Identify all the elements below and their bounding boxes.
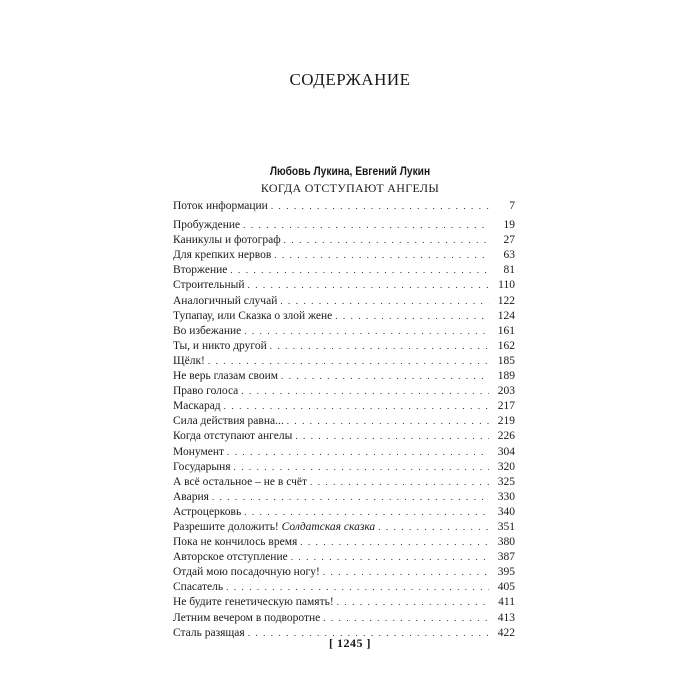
dot-leader bbox=[244, 505, 489, 520]
toc-entry bbox=[173, 535, 515, 550]
toc-entry-page: 19 bbox=[503, 219, 515, 232]
page-heading: СОДЕРЖАНИЕ bbox=[289, 70, 411, 89]
toc-entry-page: 219 bbox=[497, 415, 515, 428]
dot-leader bbox=[274, 248, 489, 263]
toc-entry-title: Не будите генетическую память! bbox=[173, 596, 334, 609]
toc-entry-title: Право голоса bbox=[173, 385, 239, 398]
toc-entry-subtitle: Солдатская сказка bbox=[281, 520, 376, 533]
toc-entry-title: Маскарад bbox=[173, 400, 221, 413]
toc-entry-page: 217 bbox=[497, 400, 515, 413]
dot-leader bbox=[244, 324, 489, 339]
toc-entry-page: 226 bbox=[497, 430, 515, 443]
toc-entry-page: 27 bbox=[503, 234, 515, 247]
toc-entry-page: 422 bbox=[497, 626, 515, 639]
toc-entry-page: 320 bbox=[497, 460, 515, 473]
dot-leader bbox=[280, 294, 489, 309]
toc-entry-title: Отдай мою посадочную ногу! bbox=[173, 566, 320, 579]
toc-entry bbox=[173, 369, 515, 384]
toc-entry-title: Каникулы и фотограф bbox=[173, 234, 281, 247]
toc-entry-page: 405 bbox=[497, 581, 515, 594]
dot-leader bbox=[291, 550, 489, 565]
authors-line: Любовь Лукина, Евгений Лукин bbox=[269, 164, 431, 178]
dot-leader bbox=[295, 429, 489, 444]
toc-entry bbox=[173, 324, 515, 339]
page-number: [ 1245 ] bbox=[329, 636, 371, 650]
toc-entry-title: Монумент bbox=[173, 445, 225, 458]
toc-entry-title: Спасатель bbox=[173, 581, 224, 594]
table-of-contents bbox=[173, 199, 515, 641]
dot-leader bbox=[248, 278, 490, 293]
dot-leader bbox=[323, 611, 489, 626]
toc-entry-title: Разрешите доложить! Солдатская сказка bbox=[173, 520, 376, 533]
toc-entry bbox=[173, 199, 515, 214]
toc-entry-title: Для крепких нервов bbox=[173, 249, 272, 262]
toc-entry-page: 122 bbox=[497, 294, 515, 307]
toc-entry-title: Когда отступают ангелы bbox=[173, 430, 293, 443]
dot-leader bbox=[284, 233, 489, 248]
toc-entry-title: Аналогичный случай bbox=[173, 294, 278, 307]
dot-leader bbox=[234, 460, 489, 475]
toc-entry-page: 387 bbox=[497, 551, 515, 564]
toc-entry-page: 304 bbox=[497, 445, 515, 458]
toc-entry-title: Сила действия равна... bbox=[173, 415, 284, 428]
toc-entry-page: 325 bbox=[497, 475, 515, 488]
toc-entry-title: Щёлк! bbox=[173, 354, 205, 367]
toc-entry bbox=[173, 278, 515, 293]
toc-entry-page: 161 bbox=[497, 324, 515, 337]
toc-entry bbox=[173, 218, 515, 233]
toc-entry-page: 351 bbox=[497, 520, 515, 533]
toc-entry bbox=[173, 565, 515, 580]
toc-entry bbox=[173, 233, 515, 248]
toc-entry bbox=[173, 550, 515, 565]
dot-leader bbox=[241, 384, 489, 399]
toc-entry-title: Астроцерковь bbox=[173, 505, 242, 518]
toc-entry bbox=[173, 460, 515, 475]
toc-entry-page: 411 bbox=[498, 596, 515, 609]
toc-entry-title: Пробуждение bbox=[173, 219, 241, 232]
dot-leader bbox=[337, 595, 489, 610]
toc-entry-title: Не верь глазам своим bbox=[173, 370, 279, 383]
toc-entry-page: 7 bbox=[509, 200, 515, 212]
dot-leader bbox=[212, 490, 489, 505]
dot-leader bbox=[310, 475, 489, 490]
toc-entry-page: 395 bbox=[497, 566, 515, 579]
toc-entry bbox=[173, 445, 515, 460]
toc-entry-page: 81 bbox=[503, 264, 515, 277]
toc-entry-title: Тупапау, или Сказка о злой жене bbox=[173, 309, 333, 322]
dot-leader bbox=[243, 218, 489, 233]
toc-entry-title: Пока не кончилось время bbox=[173, 536, 298, 549]
toc-entry bbox=[173, 339, 515, 354]
toc-entry-title: Сталь разящая bbox=[173, 626, 245, 639]
dot-leader bbox=[224, 399, 489, 414]
dot-leader bbox=[378, 520, 489, 535]
toc-entry-title: Летним вечером в подворотне bbox=[173, 611, 321, 624]
toc-entry bbox=[173, 309, 515, 324]
dot-leader bbox=[300, 535, 489, 550]
toc-entry-page: 330 bbox=[497, 490, 515, 503]
dot-leader bbox=[281, 369, 489, 384]
toc-entry-title: Ты, и никто другой bbox=[173, 339, 267, 352]
toc-entry-title: Вторжение bbox=[173, 264, 228, 277]
toc-entry bbox=[173, 294, 515, 309]
toc-entry-title: Государыня bbox=[173, 460, 231, 473]
toc-entry-page: 162 bbox=[497, 339, 515, 352]
dot-leader bbox=[226, 580, 489, 595]
dot-leader bbox=[208, 354, 489, 369]
toc-entry-title: А всё остальное – не в счёт bbox=[173, 475, 307, 488]
toc-entry-page: 340 bbox=[497, 505, 515, 518]
toc-entry bbox=[173, 595, 515, 610]
toc-entry bbox=[173, 399, 515, 414]
toc-entry-page: 110 bbox=[498, 279, 515, 292]
dot-leader bbox=[287, 414, 489, 429]
toc-entry-title: Авария bbox=[173, 490, 209, 503]
toc-entry-page: 185 bbox=[497, 354, 515, 367]
toc-entry bbox=[173, 505, 515, 520]
toc-entry-page: 124 bbox=[497, 309, 515, 322]
toc-entry-title: Во избежание bbox=[173, 324, 242, 337]
dot-leader bbox=[270, 339, 489, 354]
toc-entry-page: 63 bbox=[503, 249, 515, 262]
dot-leader bbox=[227, 445, 489, 460]
toc-entry-title: Строительный bbox=[173, 279, 245, 292]
toc-entry bbox=[173, 414, 515, 429]
toc-entry bbox=[173, 475, 515, 490]
toc-entry bbox=[173, 354, 515, 369]
dot-leader bbox=[335, 309, 489, 324]
dot-leader bbox=[323, 565, 489, 580]
dot-leader bbox=[271, 199, 489, 214]
toc-entry bbox=[173, 520, 515, 535]
dot-leader bbox=[230, 263, 489, 278]
toc-entry-page: 380 bbox=[497, 536, 515, 549]
toc-entry-title: Поток информации bbox=[173, 200, 268, 212]
toc-entry-page: 189 bbox=[497, 370, 515, 383]
toc-entry bbox=[173, 429, 515, 444]
toc-entry bbox=[173, 248, 515, 263]
toc-entry bbox=[173, 580, 515, 595]
toc-entry-page: 413 bbox=[497, 611, 515, 624]
toc-entry bbox=[173, 384, 515, 399]
toc-entry bbox=[173, 611, 515, 626]
book-title: КОГДА ОТСТУПАЮТ АНГЕЛЫ bbox=[260, 181, 440, 195]
toc-entry-title: Авторское отступление bbox=[173, 551, 288, 564]
toc-entry bbox=[173, 263, 515, 278]
toc-entry-page: 203 bbox=[497, 385, 515, 398]
toc-entry bbox=[173, 490, 515, 505]
